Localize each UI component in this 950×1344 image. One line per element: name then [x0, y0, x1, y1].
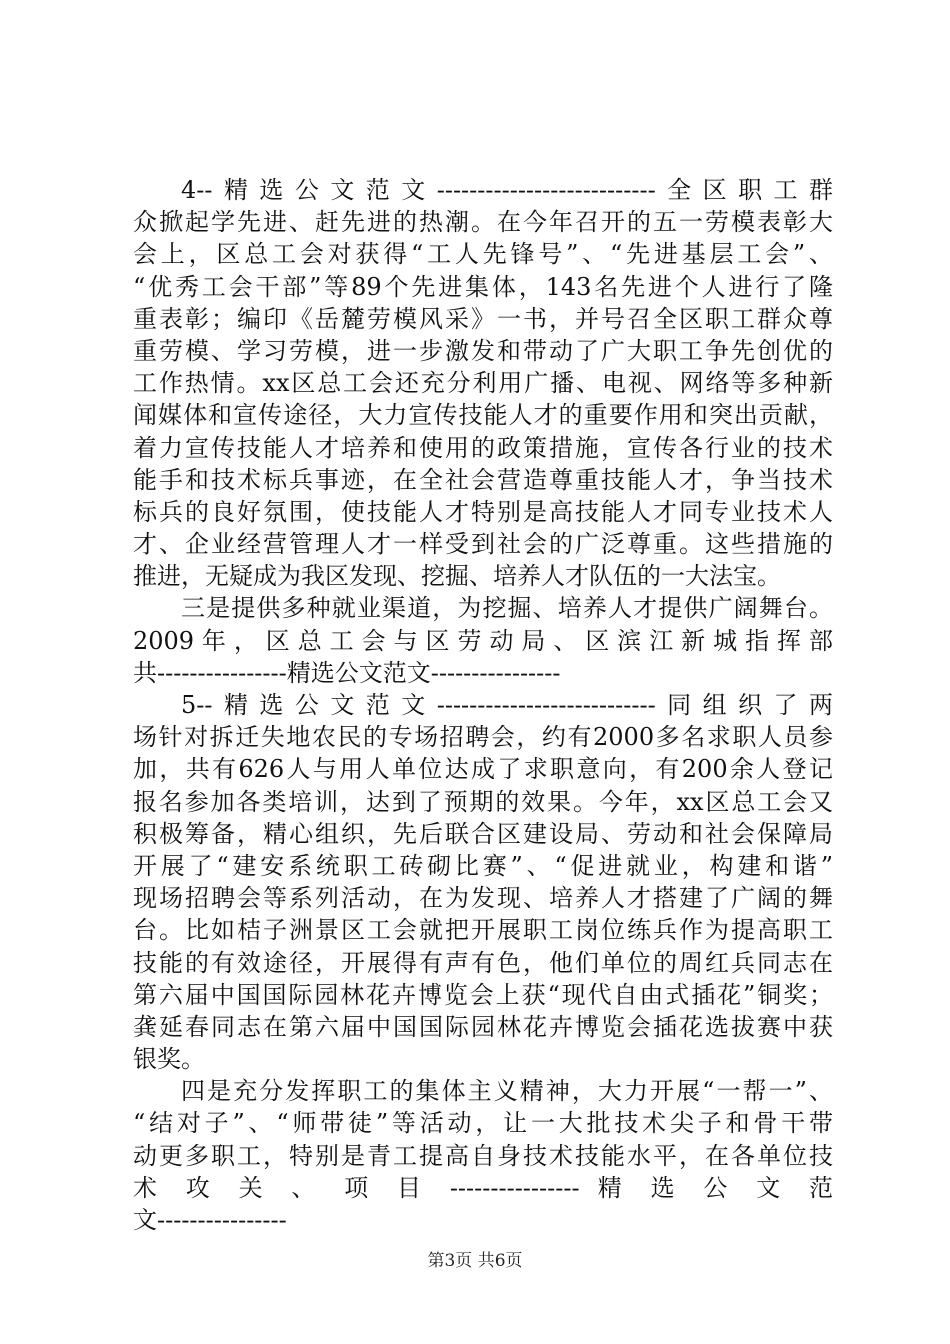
text-line: “结对子”、“师带徒”等活动，让一大批技术尖子和骨干带	[133, 1109, 833, 1138]
text-line: 场针对拆迁失地农民的专场招聘会，约有2000多名求职人员参	[133, 723, 833, 752]
text-line: 推进，无疑成为我区发现、挖掘、培养人才队伍的一大法宝。	[133, 562, 781, 591]
text-line: 龚延春同志在第六届中国国际园林花卉博览会插花选拔赛中获	[133, 1012, 833, 1041]
text-line: 2009 年 ， 区 总 工 会 与 区 劳 动 局 、 区 滨 江 新 城 指 挥 部	[133, 626, 833, 655]
text-line: 三是提供多种就业渠道，为挖掘、培养人才提供广阔舞台。	[181, 594, 833, 623]
text-line: 4--精选公文范文---------------------------全区职工群	[181, 176, 833, 204]
text-line: 才、企业经营管理人才一样受到社会的广泛尊重。这些措施的	[133, 530, 833, 559]
text-line: 共----------------精选公文范文----------------	[133, 658, 561, 687]
text-line: 报名参加各类培训，达到了预期的效果。今年，xx区总工会又	[133, 787, 833, 816]
text-line: 重表彰；编印《岳麓劳模风采》一书，并号召全区职工群众尊	[133, 304, 833, 333]
text-line: 技能的有效途径，开展得有声有色，他们单位的周红兵同志在	[133, 948, 833, 977]
text-line: 标兵的良好氛围，使技能人才特别是高技能人才同专业技术人	[133, 497, 833, 526]
text-line: 积极筹备，精心组织，先后联合区建设局、劳动和社会保障局	[133, 819, 833, 848]
text-line: 重劳模、学习劳模，进一步激发和带动了广大职工争先创优的	[133, 336, 833, 365]
text-line: 台。比如桔子洲景区工会就把开展职工岗位练兵作为提高职工	[133, 916, 833, 945]
text-line: 银奖。	[133, 1045, 205, 1074]
text-line: 能手和技术标兵事迹，在全社会营造尊重技能人才，争当技术	[133, 465, 833, 494]
text-line: 现场招聘会等系列活动，在为发现、培养人才搭建了广阔的舞	[133, 884, 833, 913]
text-line: 闻媒体和宣传途径，大力宣传技能人才的重要作用和突出贡献，	[133, 401, 833, 430]
text-line: 第六届中国国际园林花卉博览会上获“现代自由式插花”铜奖；	[133, 980, 833, 1009]
text-line: 开展了“建安系统职工砖砌比赛”、“促进就业，构建和谐”	[133, 851, 833, 880]
document-body	[133, 174, 833, 1236]
text-line: 文----------------	[133, 1206, 287, 1234]
text-line: 着力宣传技能人才培养和使用的政策措施，宣传各行业的技术	[133, 433, 833, 462]
text-line: 动更多职工，特别是青工提高自身技术技能水平，在各单位技	[133, 1141, 833, 1170]
text-line: 众掀起学先进、赶先进的热潮。在今年召开的五一劳模表彰大	[133, 208, 833, 237]
text-line: “优秀工会干部”等89个先进集体，143名先进个人进行了隆	[133, 272, 833, 301]
text-line: 5--精选公文范文---------------------------同组织了两	[181, 691, 833, 719]
text-line: 四是充分发挥职工的集体主义精神，大力开展“一帮一”、	[181, 1077, 833, 1106]
text-line: 加，共有626人与用人单位达成了求职意向，有200余人登记	[133, 755, 833, 784]
text-line: 工作热情。xx区总工会还充分利用广播、电视、网络等多种新	[133, 369, 833, 398]
text-line: 术 攻 关 、 项 目 ---------------- 精 选 公 文 范	[133, 1173, 833, 1202]
text-line: 会上，区总工会对获得“工人先锋号”、“先进基层工会”、	[133, 240, 833, 269]
page-footer: 第3页 共6页	[427, 1251, 523, 1271]
